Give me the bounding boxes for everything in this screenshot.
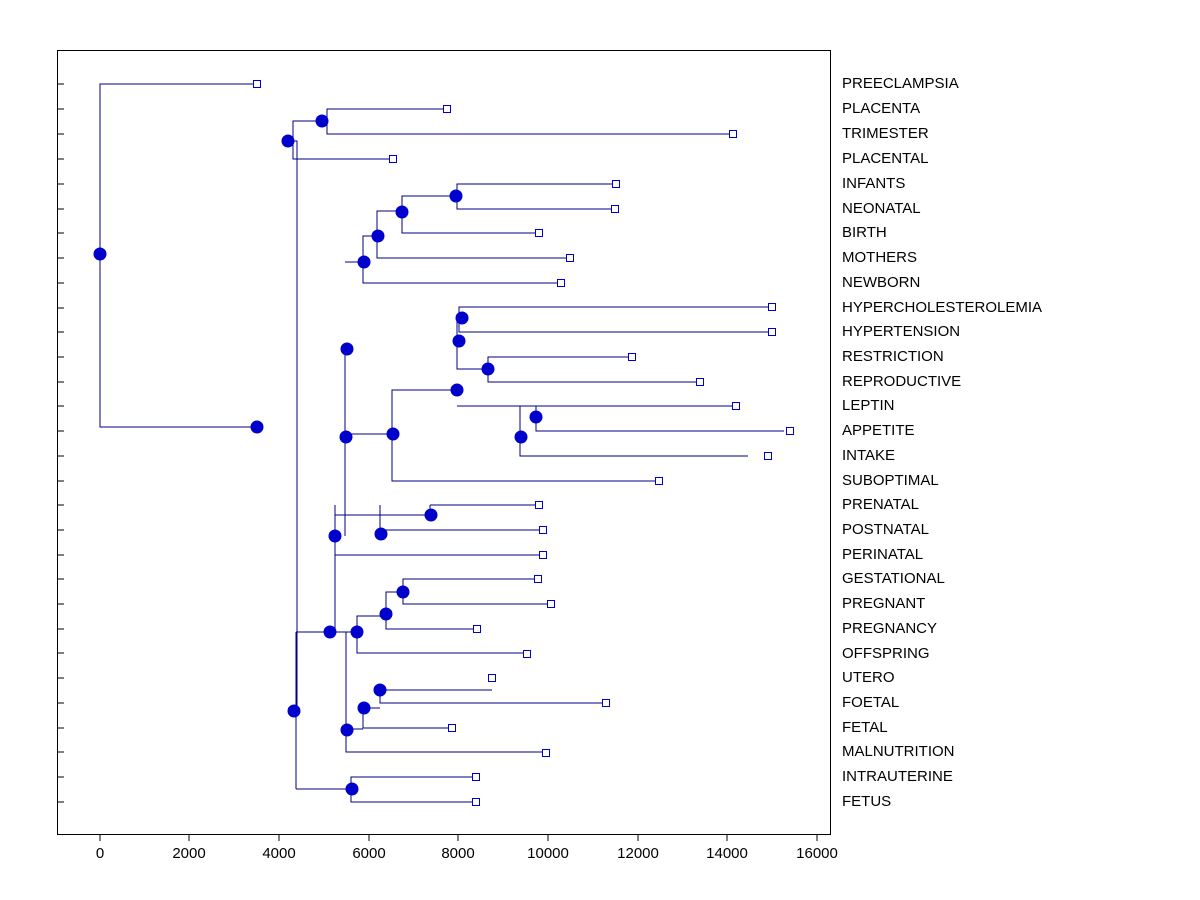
merge-node	[288, 705, 300, 717]
leaf-marker	[540, 552, 547, 559]
merge-node	[282, 135, 294, 147]
leaf-marker	[536, 502, 543, 509]
leaf-marker	[603, 700, 610, 707]
merge-node	[451, 384, 463, 396]
leaf-marker	[769, 304, 776, 311]
leaf-label-reproductive: REPRODUCTIVE	[842, 373, 962, 390]
leaf-marker	[444, 106, 451, 113]
leaf-marker	[629, 354, 636, 361]
leaf-label-hypertension: HYPERTENSION	[842, 323, 961, 340]
x-axis-ticks	[100, 834, 817, 841]
leaf-marker	[765, 453, 772, 460]
merge-node	[341, 343, 353, 355]
leaf-marker	[536, 230, 543, 237]
x-tick-label-4000: 4000	[262, 845, 296, 862]
merge-node	[372, 230, 384, 242]
leaf-label-placental: PLACENTAL	[842, 150, 929, 167]
leaf-marker	[697, 379, 704, 386]
leaf-label-preeclampsia: PREECLAMPSIA	[842, 75, 959, 92]
merge-node	[515, 431, 527, 443]
leaf-marker	[567, 255, 574, 262]
leaf-label-fetal: FETAL	[842, 719, 888, 736]
merge-node	[341, 724, 353, 736]
merge-node	[346, 783, 358, 795]
x-tick-label-14000: 14000	[706, 845, 748, 862]
leaf-label-malnutrition: MALNUTRITION	[842, 743, 955, 760]
merge-node	[358, 256, 370, 268]
leaf-label-utero: UTERO	[842, 669, 895, 686]
plot-frame	[58, 51, 831, 835]
merge-node	[450, 190, 462, 202]
leaf-label-neonatal: NEONATAL	[842, 200, 921, 217]
merge-node	[397, 586, 409, 598]
leaf-marker	[535, 576, 542, 583]
leaf-marker	[612, 206, 619, 213]
x-tick-label-6000: 6000	[352, 845, 386, 862]
merge-node	[251, 421, 263, 433]
x-tick-label-8000: 8000	[441, 845, 475, 862]
leaf-label-postnatal: POSTNATAL	[842, 521, 929, 538]
leaf-label-gestational: GESTATIONAL	[842, 570, 945, 587]
leaf-label-placenta: PLACENTA	[842, 100, 921, 117]
merge-node	[316, 115, 328, 127]
leaf-marker	[474, 626, 481, 633]
merge-node	[351, 626, 363, 638]
merge-node	[358, 702, 370, 714]
leaf-marker	[733, 403, 740, 410]
leaf-marker	[254, 81, 261, 88]
merge-node	[375, 528, 387, 540]
leaf-marker	[558, 280, 565, 287]
leaf-label-newborn: NEWBORN	[842, 274, 921, 291]
leaf-label-trimester: TRIMESTER	[842, 125, 929, 142]
leaf-label-restriction: RESTRICTION	[842, 348, 944, 365]
leaf-marker	[730, 131, 737, 138]
leaf-marker	[543, 750, 550, 757]
leaf-label-birth: BIRTH	[842, 224, 887, 241]
leaf-marker	[787, 428, 794, 435]
merge-node	[456, 312, 468, 324]
leaf-label-intake: INTAKE	[842, 447, 896, 464]
merge-node	[329, 530, 341, 542]
leaf-label-pregnancy: PREGNANCY	[842, 620, 938, 637]
leaf-label-offspring: OFFSPRING	[842, 645, 930, 662]
x-tick-label-10000: 10000	[527, 845, 569, 862]
leaf-label-intrauterine: INTRAUTERINE	[842, 768, 953, 785]
merge-node	[482, 363, 494, 375]
merge-node	[340, 431, 352, 443]
x-tick-label-0: 0	[95, 845, 105, 862]
leaf-label-prenatal: PRENATAL	[842, 496, 919, 513]
merge-node	[380, 608, 392, 620]
x-tick-label-2000: 2000	[172, 845, 206, 862]
leaf-label-hypercholesterolemia: HYPERCHOLESTEROLEMIA	[842, 299, 1043, 316]
leaf-marker	[524, 651, 531, 658]
leaf-label-fetus: FETUS	[842, 793, 892, 810]
merge-node	[324, 626, 336, 638]
leaf-label-pregnant: PREGNANT	[842, 595, 926, 612]
merge-node	[453, 335, 465, 347]
leaf-label-perinatal: PERINATAL	[842, 546, 924, 563]
x-tick-label-12000: 12000	[617, 845, 659, 862]
leaf-marker	[613, 181, 620, 188]
merge-node	[374, 684, 386, 696]
leaf-marker	[473, 799, 480, 806]
x-tick-label-16000: 16000	[796, 845, 838, 862]
leaf-marker	[769, 329, 776, 336]
leaf-label-appetite: APPETITE	[842, 422, 915, 439]
leaf-marker	[540, 527, 547, 534]
leaf-marker	[489, 675, 496, 682]
leaf-label-infants: INFANTS	[842, 175, 906, 192]
merge-node	[530, 411, 542, 423]
merge-node	[396, 206, 408, 218]
leaf-label-leptin: LEPTIN	[842, 397, 895, 414]
leaf-marker	[473, 774, 480, 781]
leaf-marker	[390, 156, 397, 163]
merge-node	[94, 248, 106, 260]
merge-node	[425, 509, 437, 521]
leaf-label-mothers: MOTHERS	[842, 249, 917, 266]
merge-node	[387, 428, 399, 440]
leaf-marker	[656, 478, 663, 485]
leaf-marker	[548, 601, 555, 608]
leaf-marker	[449, 725, 456, 732]
leaf-label-suboptimal: SUBOPTIMAL	[842, 472, 939, 489]
leaf-label-foetal: FOETAL	[842, 694, 900, 711]
